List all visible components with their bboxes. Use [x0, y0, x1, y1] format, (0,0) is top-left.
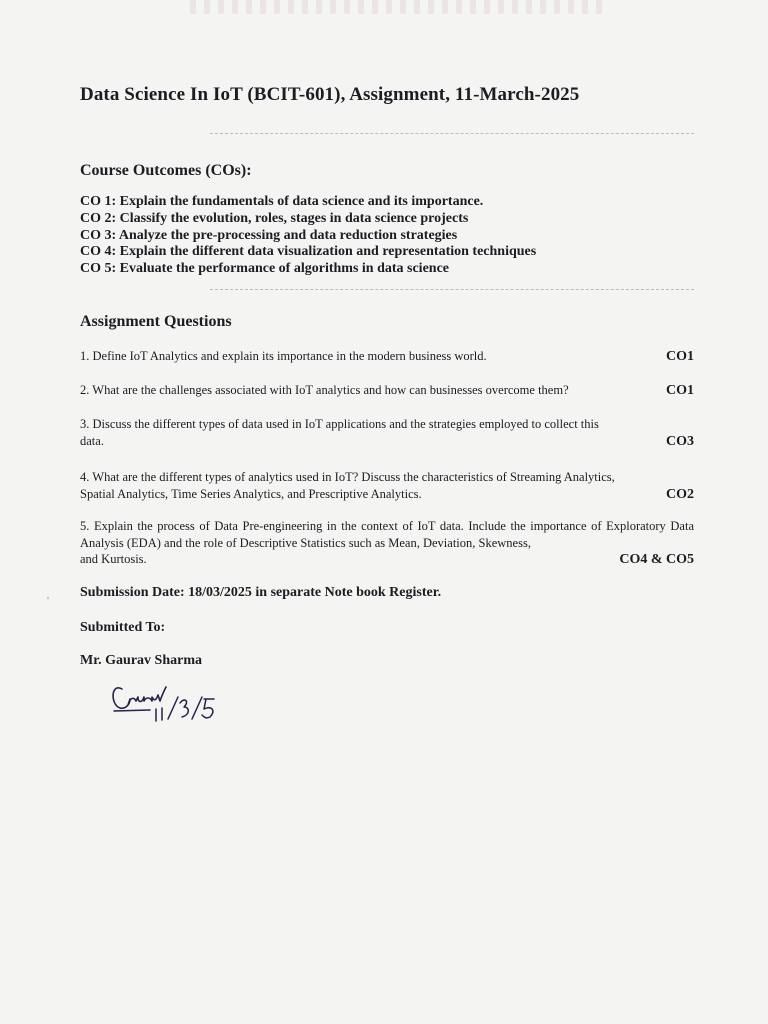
- co-tag: CO3: [666, 433, 694, 449]
- question-text: 2. What are the challenges associated with IoT analytics and how can businesses overcome them?: [80, 383, 569, 397]
- question-text-end: and Kurtosis.: [80, 552, 147, 566]
- submitted-to-name: Mr. Gaurav Sharma: [80, 653, 202, 668]
- signature: [108, 675, 238, 725]
- course-outcomes-heading: Course Outcomes (COs):: [80, 162, 252, 179]
- scan-speck: [47, 597, 49, 599]
- question-text: 5. Explain the process of Data Pre-engineering in the context of IoT data. Include the importance of Exploratory Data Analysis (EDA) and the role of Descriptive Statistics such as Mean, Deviation, Skewness,: [80, 519, 694, 550]
- scan-artifact: [190, 0, 610, 14]
- question-item: [80, 469, 694, 503]
- submission-date: Submission Date: 18/03/2025 in separate Note book Register.: [80, 585, 442, 600]
- document-title: Data Science In IoT (BCIT-601), Assignment, 11-March-2025: [80, 84, 580, 105]
- course-outcome-item: CO 2: Classify the evolution, roles, stages in data science projects: [80, 210, 469, 226]
- question-text: 4. What are the different types of analytics used in IoT? Discuss the characteristics of Streaming Analytics,: [80, 470, 615, 484]
- question-text-end: Spatial Analytics, Time Series Analytics, and Prescriptive Analytics.: [80, 486, 422, 501]
- divider: [210, 133, 694, 134]
- assignment-questions-heading: Assignment Questions: [80, 313, 232, 330]
- co-tag: CO2: [666, 486, 694, 502]
- question-text: 3. Discuss the different types of data used in IoT applications and the strategies employed to collect this: [80, 417, 599, 431]
- submitted-to-label: Submitted To:: [80, 620, 166, 635]
- question-text-end: data.: [80, 433, 104, 448]
- course-outcomes-list: [80, 194, 700, 278]
- course-outcome-item: CO 1: Explain the fundamentals of data science and its importance.: [80, 194, 484, 209]
- co-tag: CO1: [666, 383, 694, 398]
- course-outcome-item: CO 5: Evaluate the performance of algorithms in data science: [80, 261, 449, 277]
- question-text: 1. Define IoT Analytics and explain its importance in the modern business world.: [80, 349, 487, 363]
- co-tag: CO1: [666, 349, 694, 364]
- co-tag: CO4 & CO5: [619, 552, 694, 567]
- question-item: [80, 518, 694, 569]
- question-item: [80, 348, 694, 366]
- divider: [210, 289, 694, 290]
- course-outcome-item: CO 4: Explain the different data visualization and representation techniques: [80, 244, 537, 260]
- course-outcome-item: CO 3: Analyze the pre-processing and data reduction strategies: [80, 227, 458, 243]
- question-item: [80, 382, 694, 400]
- question-item: [80, 416, 694, 450]
